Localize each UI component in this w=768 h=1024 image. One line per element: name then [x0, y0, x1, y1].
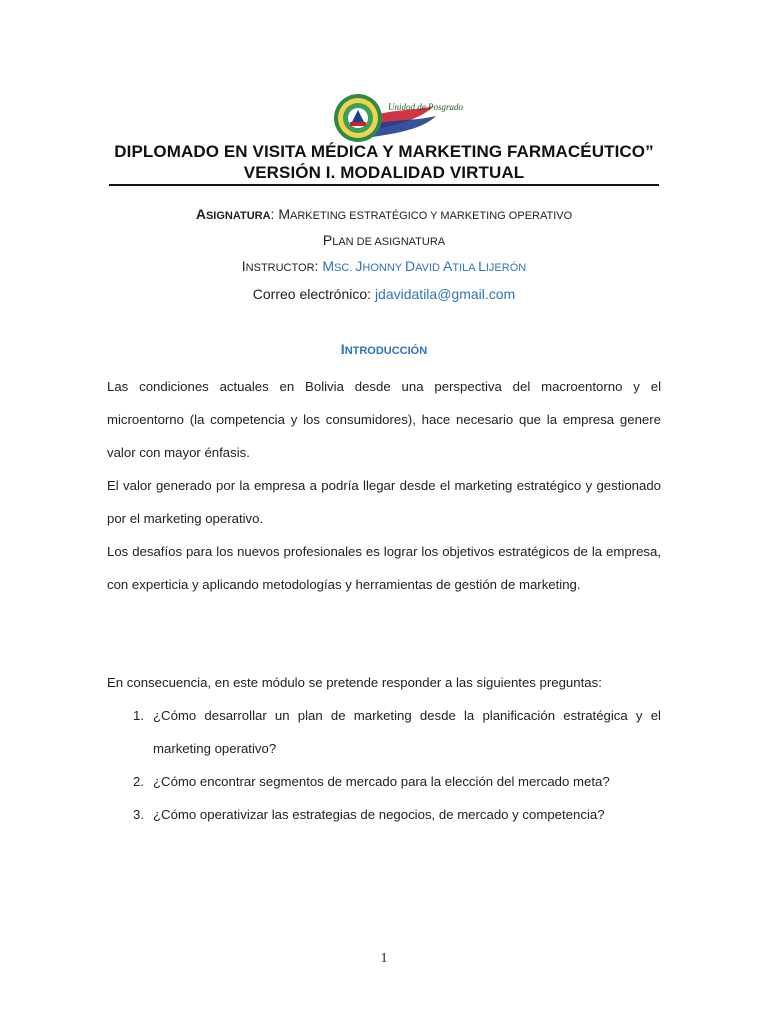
list-item	[107, 699, 661, 765]
introduction-heading: INTRODUCCIÓN	[340, 341, 428, 357]
plan-line: PLAN DE ASIGNATURA	[322, 232, 446, 248]
page-title-line1: DIPLOMADO EN VISITA MÉDICA Y MARKETING FARMACÉUTICO”	[114, 142, 654, 161]
intro-paragraph-1: Las condiciones actuales en Bolivia desde una perspectiva del macroentorno y el microentorno (la competencia y los consumidores), hace necesario que la empresa genere valor con mayor énfasis.	[107, 379, 661, 460]
question-text: ¿Cómo operativizar las estrategias de negocios, de mercado y competencia?	[153, 807, 605, 822]
list-item	[107, 798, 661, 831]
email-link[interactable]: jdavidatila@gmail.com	[374, 286, 516, 302]
intro-paragraph-4: En consecuencia, en este módulo se pretende responder a las siguientes preguntas:	[107, 675, 602, 690]
intro-paragraph-3: Los desafíos para los nuevos profesionales es lograr los objetivos estratégicos de la empresa, con experticia y aplicando metodologías y herramientas de gestión de marketing.	[107, 544, 661, 592]
question-number: 3.	[133, 807, 144, 822]
instructor-name: MSC. JHONNY DAVID ATILA LIJERÓN	[322, 258, 527, 274]
email-label: Correo electrónico:	[252, 286, 375, 302]
question-text: ¿Cómo desarrollar un plan de marketing desde la planificación estratégica y el marketing operativo?	[153, 708, 661, 756]
svg-text:Unidad de Posgrado: Unidad de Posgrado	[388, 102, 463, 112]
questions-list	[107, 699, 661, 831]
title-divider	[109, 184, 659, 186]
page-number: 1	[380, 951, 388, 966]
question-number: 1.	[133, 708, 144, 723]
intro-paragraph-2: El valor generado por la empresa a podría llegar desde el marketing estratégico y gestionado por el marketing operativo.	[107, 478, 661, 526]
question-number: 2.	[133, 774, 144, 789]
page-title-line2: VERSIÓN I. MODALIDAD VIRTUAL	[243, 163, 525, 182]
question-text: ¿Cómo encontrar segmentos de mercado para la elección del mercado meta?	[153, 774, 610, 789]
email-line	[0, 286, 768, 302]
subject-line: ASIGNATURA: MARKETING ESTRATÉGICO Y MARKETING OPERATIVO	[195, 206, 573, 222]
list-item	[107, 765, 661, 798]
instructor-line: INSTRUCTOR: MSC. JHONNY DAVID ATILA LIJERÓN	[241, 258, 527, 274]
